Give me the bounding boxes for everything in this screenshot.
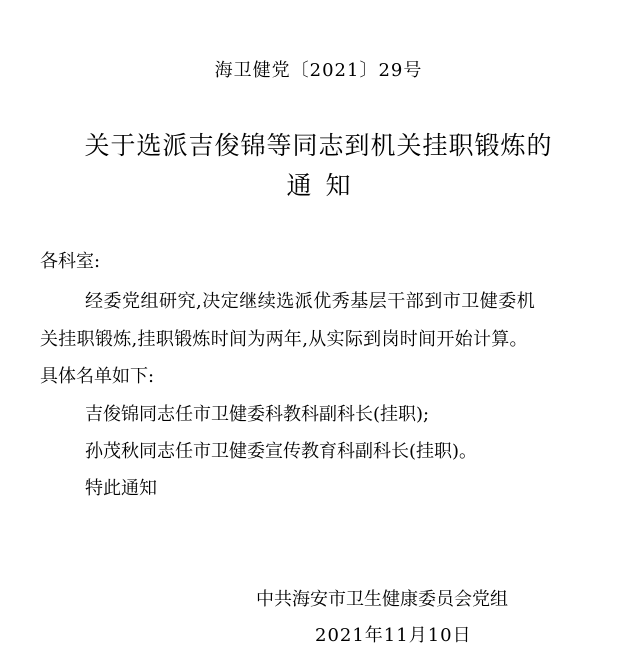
salutation: 各科室: xyxy=(40,251,101,272)
closing-text: 特此通知 xyxy=(85,478,157,499)
document-number: 海卫健党〔2021〕29号 xyxy=(214,60,423,81)
paragraph-line: 具体名单如下: xyxy=(40,366,155,387)
title-line-2: 通知 xyxy=(286,171,365,200)
paragraph-line: 经委党组研究,决定继续选派优秀基层干部到市卫健委机 xyxy=(85,291,536,312)
signature: 中共海安市卫生健康委员会党组 xyxy=(256,589,508,610)
list-item: 吉俊锦同志任市卫健委科教科副科长(挂职); xyxy=(85,404,430,425)
title-line-1: 关于选派吉俊锦等同志到机关挂职锻炼的 xyxy=(84,131,553,160)
document-title xyxy=(0,126,637,206)
paragraph-line: 关挂职锻炼,挂职锻炼时间为两年,从实际到岗时间开始计算。 xyxy=(40,329,528,350)
document-date: 2021年11月10日 xyxy=(315,625,472,646)
list-item: 孙茂秋同志任市卫健委宣传教育科副科长(挂职)。 xyxy=(85,441,478,462)
